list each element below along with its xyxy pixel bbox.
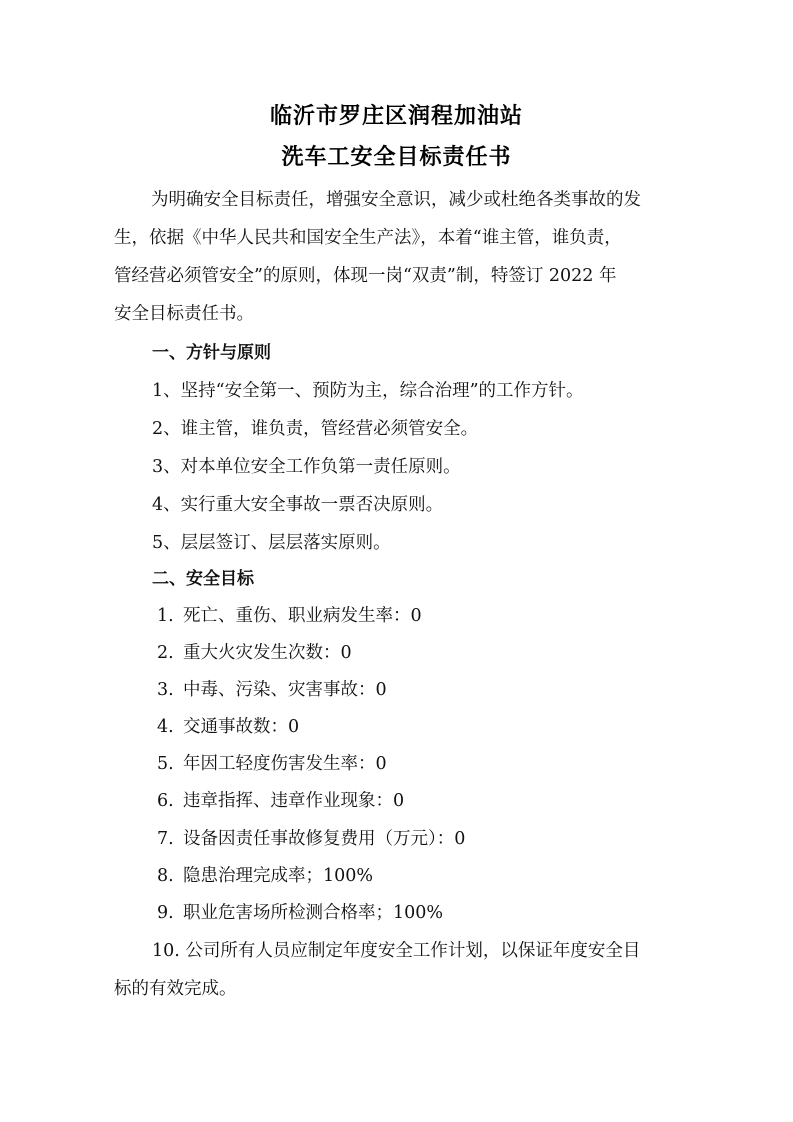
target-item — [157, 678, 387, 702]
intro-paragraph-line-3: 管经营必须管安全”的原则，体现一岗“双责”制，特签订 2022 年 — [114, 266, 617, 286]
target-item-number: 6. — [157, 791, 174, 811]
document-title: 临沂市罗庄区润程加油站 — [269, 104, 523, 129]
target-item-text: 交通事故数：0 — [183, 717, 300, 737]
target-item — [157, 901, 443, 925]
principle-item: 3、对本单位安全工作负第一责任原则。 — [152, 457, 461, 477]
principle-item: 1、坚持“安全第一、预防为主，综合治理”的工作方针。 — [152, 381, 584, 401]
target-item-number: 3. — [157, 680, 174, 700]
target-item-number: 8. — [157, 866, 174, 886]
target-item — [157, 752, 387, 776]
target-item-number: 1. — [157, 606, 174, 626]
target-item-text: 违章指挥、违章作业现象：0 — [183, 791, 405, 811]
target-item-text: 隐患治理完成率；100% — [183, 866, 374, 886]
target-item-number: 2. — [157, 643, 174, 663]
principle-item: 2、谁主管，谁负责，管经营必须管安全。 — [152, 419, 479, 439]
section-heading-principles: 一、方针与原则 — [152, 343, 271, 363]
target-item — [157, 827, 465, 851]
target-item — [157, 604, 422, 628]
target-item-text: 中毒、污染、灾害事故：0 — [183, 680, 387, 700]
target-item-text: 职业危害场所检测合格率；100% — [183, 903, 444, 923]
document-subtitle: 洗车工安全目标责任书 — [281, 145, 512, 170]
target-item-10-line-2: 标的有效完成。 — [114, 979, 237, 999]
target-item-number: 7. — [157, 829, 174, 849]
principle-item: 5、层层签订、层层落实原则。 — [152, 533, 391, 553]
intro-paragraph-line-4: 安全目标责任书。 — [114, 304, 254, 324]
target-item — [157, 789, 404, 813]
target-item — [157, 715, 299, 739]
intro-paragraph-line-2: 生，依据《中华人民共和国安全生产法》，本着“谁主管，谁负责， — [114, 228, 622, 248]
target-item-number: 9. — [157, 903, 174, 923]
target-item-number: 5. — [157, 754, 174, 774]
target-item-text: 重大火灾发生次数：0 — [183, 643, 352, 663]
intro-paragraph-line-1: 为明确安全目标责任，增强安全意识，减少或杜绝各类事故的发 — [151, 190, 641, 210]
target-item-text: 死亡、重伤、职业病发生率：0 — [183, 606, 422, 626]
target-item-text: 设备因责任事故修复费用（万元）：0 — [183, 829, 466, 849]
target-item-text: 年因工轻度伤害发生率：0 — [183, 754, 387, 774]
target-item — [157, 641, 352, 665]
target-item-10-line-1: 10. 公司所有人员应制定年度安全工作计划，以保证年度安全目 — [152, 941, 641, 961]
section-heading-safety-targets: 二、安全目标 — [152, 569, 254, 589]
target-item — [157, 864, 373, 888]
target-item-number: 4. — [157, 717, 174, 737]
principle-item: 4、实行重大安全事故一票否决原则。 — [152, 495, 444, 515]
